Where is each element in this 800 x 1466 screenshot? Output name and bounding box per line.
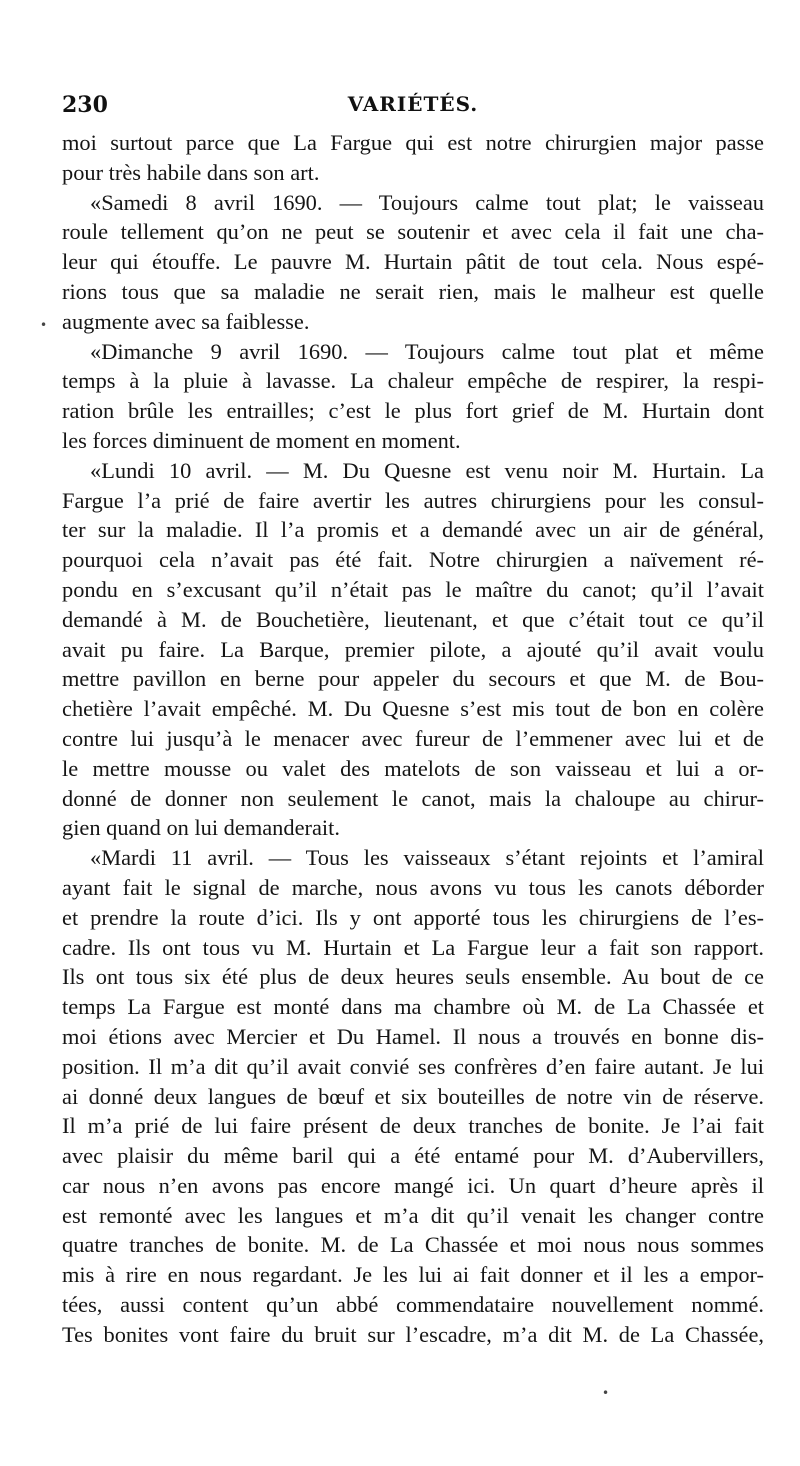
text-line: Il m’a prié de lui faire présent de deux tranches de bonite. Je l’ai fait xyxy=(62,1113,764,1139)
text-line: moi étions avec Mercier et Du Hamel. Il nous a trouvés en bonne dis- xyxy=(62,1023,764,1049)
text-line: est remonté avec les langues et m’a dit qu’il venait les changer contre xyxy=(62,1202,764,1228)
text-line: «Dimanche 9 avril 1690. — Toujours calme tout plat et même xyxy=(90,338,764,364)
text-line: Ils ont tous six été plus de deux heures seuls ensemble. Au bout de ce xyxy=(62,964,764,990)
text-line: demandé à M. de Bouchetière, lieutenant, et que c’était tout ce qu’il xyxy=(62,606,764,632)
text-line: moi surtout parce que La Fargue qui est notre chirurgien major passe xyxy=(62,130,764,155)
body-text xyxy=(62,128,764,1350)
text-line: les forces diminuent de moment en moment. xyxy=(62,427,461,453)
text-line: avait pu faire. La Barque, premier pilote, a ajouté qu’il avait voulu xyxy=(62,636,764,662)
text-line: le mettre mousse ou valet des matelots de son vaisseau et lui a or- xyxy=(62,755,764,781)
text-line: pondu en s’excusant qu’il n’était pas le maître du canot; qu’il l’avait xyxy=(62,576,764,602)
text-line: leur qui étouffe. Le pauvre M. Hurtain pâtit de tout cela. Nous espé- xyxy=(62,249,764,275)
text-line: roule tellement qu’on ne peut se soutenir et avec cela il fait une cha- xyxy=(62,219,764,245)
text-line: temps La Fargue est monté dans ma chambre où M. de La Chassée et xyxy=(62,994,764,1020)
text-line: temps à la pluie à lavasse. La chaleur empêche de respirer, la respi- xyxy=(62,368,764,394)
text-line: Tes bonites vont faire du bruit sur l’escadre, m’a dit M. de La Chassée, xyxy=(62,1321,764,1347)
text-line: ter sur la maladie. Il l’a promis et a demandé avec un air de général, xyxy=(62,517,764,543)
bottom-dot: • xyxy=(602,1386,610,1400)
text-line: «Lundi 10 avril. — M. Du Quesne est venu noir M. Hurtain. La xyxy=(90,457,764,483)
text-line: contre lui jusqu’à le menacer avec fureur de l’emmener avec lui et de xyxy=(62,725,764,751)
text-line: pour très habile dans son art. xyxy=(62,159,320,185)
text-line: quatre tranches de bonite. M. de La Chassée et moi nous nous sommes xyxy=(62,1232,764,1258)
page-header xyxy=(62,92,764,126)
text-line: tées, aussi content qu’un abbé commendataire nouvellement nommé. xyxy=(62,1292,764,1318)
text-line: et prendre la route d’ici. Ils y ont apporté tous les chirurgiens de l’es- xyxy=(62,904,764,930)
text-line: car nous n’en avons pas encore mangé ici. Un quart d’heure après il xyxy=(62,1172,764,1198)
text-line: gien quand on lui demanderait. xyxy=(62,815,340,841)
text-line: mettre pavillon en berne pour appeler du secours et que M. de Bou- xyxy=(62,666,764,692)
page-number: 230 xyxy=(62,92,108,118)
text-line: ai donné deux langues de bœuf et six bouteilles de notre vin de réserve. xyxy=(62,1083,764,1109)
text-line: pourquoi cela n’avait pas été fait. Notre chirurgien a naïvement ré- xyxy=(62,547,764,573)
running-head: VARIÉTÉS. xyxy=(347,92,479,116)
text-line: «Samedi 8 avril 1690. — Toujours calme tout plat; le vaisseau xyxy=(90,189,764,215)
text-line: rions tous que sa maladie ne serait rien, mais le malheur est quelle xyxy=(62,278,764,304)
text-line: donné de donner non seulement le canot, mais la chaloupe au chirur- xyxy=(62,785,764,811)
text-line: mis à rire en nous regardant. Je les lui ai fait donner et il les a empor- xyxy=(62,1262,764,1288)
margin-dot: • xyxy=(40,318,48,332)
text-line: position. Il m’a dit qu’il avait convié ses confrères d’en faire autant. Je lui xyxy=(62,1053,764,1079)
text-line: Fargue l’a prié de faire avertir les autres chirurgiens pour les consul- xyxy=(62,487,764,513)
text-line: cadre. Ils ont tous vu M. Hurtain et La Fargue leur a fait son rapport. xyxy=(62,934,764,960)
text-line: ayant fait le signal de marche, nous avons vu tous les canots déborder xyxy=(62,874,764,900)
text-line: ration brûle les entrailles; c’est le plus fort grief de M. Hurtain dont xyxy=(62,398,764,424)
text-line: augmente avec sa faiblesse. xyxy=(62,308,310,334)
text-line: chetière l’avait empêché. M. Du Quesne s’est mis tout de bon en colère xyxy=(62,696,764,722)
text-line: avec plaisir du même baril qui a été entamé pour M. d’Aubervillers, xyxy=(62,1143,764,1169)
text-line: «Mardi 11 avril. — Tous les vaisseaux s’étant rejoints et l’amiral xyxy=(90,845,764,871)
